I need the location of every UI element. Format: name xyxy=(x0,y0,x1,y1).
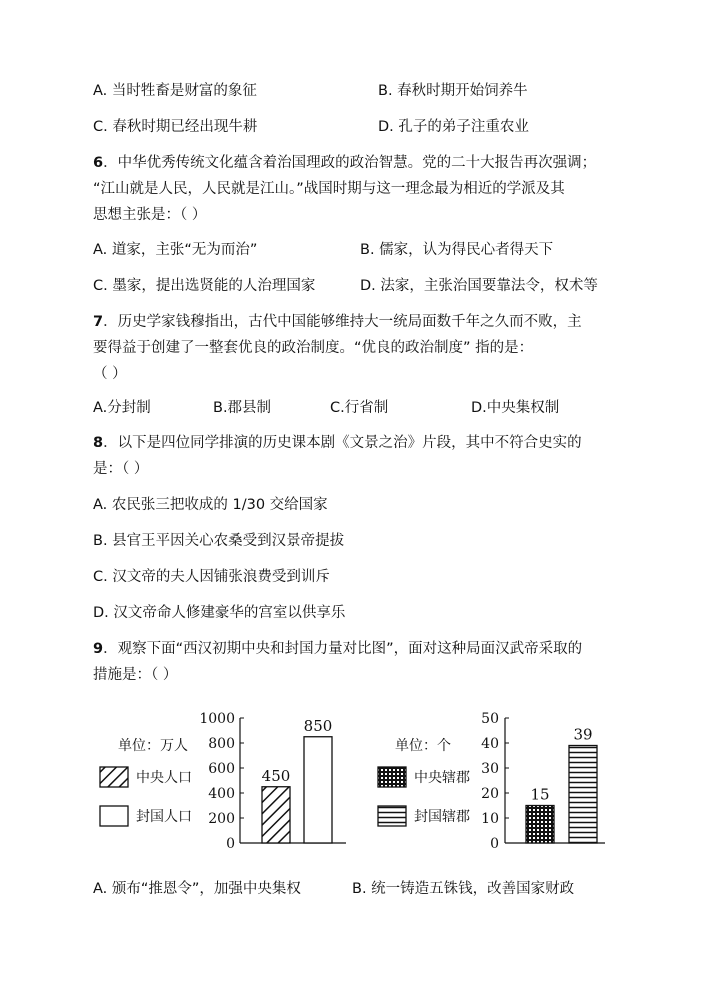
population-unit-label: 单位：万人 xyxy=(118,738,188,754)
q7-option-c: C.行省制 xyxy=(330,400,389,416)
q6-option-a: A. 道家，主张“无为而治” xyxy=(93,242,258,258)
q7-stem-line3: （ ） xyxy=(93,366,127,382)
population-legend-label-1: 封国人口 xyxy=(136,809,192,825)
q8-option-d: D. 汉文帝命人修建豪华的宫室以供享乐 xyxy=(93,605,346,621)
q5-option-c: C. 春秋时期已经出现牛耕 xyxy=(93,119,258,135)
q9-number: 9 xyxy=(93,641,104,657)
q7-option-a: A.分封制 xyxy=(93,400,151,416)
q9-option-b: B. 统一铸造五铢钱，改善国家财政 xyxy=(352,881,575,897)
q7-option-b: B.郡县制 xyxy=(213,400,272,416)
q8-option-b: B. 县官王平因关心农桑受到汉景帝提拔 xyxy=(93,533,345,549)
q7-option-d: D.中央集权制 xyxy=(471,400,560,416)
commandery-y-tick-label-0: 0 xyxy=(490,836,499,852)
q8-option-c: C. 汉文帝的夫人因铺张浪费受到训斥 xyxy=(93,569,330,585)
q7-stem-line2: 要得益于创建了一整套优良的政治制度。“优良的政治制度” 指的是： xyxy=(93,340,534,356)
q7-stem-text1: ．历史学家钱穆指出，古代中国能够维持大一统局面数千年之久而不败，主 xyxy=(103,314,582,330)
q5-option-a: A. 当时牲畜是财富的象征 xyxy=(93,83,257,99)
population-legend-swatch-1 xyxy=(100,806,128,826)
q5-option-d: D. 孔子的弟子注重农业 xyxy=(378,119,529,135)
population-y-tick-label-1: 200 xyxy=(208,811,235,827)
commandery-y-tick-label-1: 10 xyxy=(481,811,499,827)
commandery-y-tick-label-2: 20 xyxy=(481,786,499,802)
q8-number: 8 xyxy=(93,435,104,451)
population-y-tick-label-5: 1000 xyxy=(199,711,235,727)
q8-stem-line2: 是：（ ） xyxy=(93,461,149,477)
population-legend-label-0: 中央人口 xyxy=(136,770,192,786)
commandery-legend-label-0: 中央辖郡 xyxy=(414,770,470,786)
commandery-legend-swatch-0 xyxy=(378,767,406,787)
population-bar-value-0: 450 xyxy=(261,766,291,785)
population-bar-value-1: 850 xyxy=(303,716,333,735)
q7-number: 7 xyxy=(93,314,104,330)
commandery-bar-1 xyxy=(569,746,597,844)
q6-stem-text1: ．中华优秀传统文化蕴含着治国理政的政治智慧。党的二十大报告再次强调； xyxy=(103,155,597,171)
q6-option-b: B. 儒家，认为得民心者得天下 xyxy=(360,242,554,258)
population-y-tick-label-4: 800 xyxy=(208,736,235,752)
q9-stem-line2: 措施是：（ ） xyxy=(93,667,178,683)
population-y-tick-label-3: 600 xyxy=(208,761,235,777)
population-y-tick-label-2: 400 xyxy=(208,786,235,802)
commandery-legend-label-1: 封国辖郡 xyxy=(414,809,470,825)
commandery-y-tick-label-5: 50 xyxy=(481,711,499,727)
q8-option-a: A. 农民张三把收成的 1/30 交给国家 xyxy=(93,497,328,513)
commandery-bar-value-1: 39 xyxy=(573,725,593,744)
commandery-unit-label: 单位：个 xyxy=(395,738,451,754)
q6-stem-line2: “江山就是人民，人民就是江山。”战国时期与这一理念最为相近的学派及其 xyxy=(93,181,565,197)
commandery-bar-value-0: 15 xyxy=(530,785,550,804)
q6-stem-line3: 思想主张是：（ ） xyxy=(93,207,207,223)
commandery-y-tick-label-4: 40 xyxy=(481,736,499,752)
population-bar-0 xyxy=(262,787,290,843)
commandery-bar-0 xyxy=(526,806,554,844)
q8-stem-text1: ．以下是四位同学排演的历史课本剧《文景之治》片段，其中不符合史实的 xyxy=(103,435,582,451)
q6-option-c: C. 墨家，提出选贤能的人治理国家 xyxy=(93,278,316,294)
q6-number: 6 xyxy=(93,155,104,171)
commandery-legend-swatch-1 xyxy=(378,806,406,826)
q6-option-d: D. 法家，主张治国要靠法令，权术等 xyxy=(360,278,598,294)
q9-option-a: A. 颁布“推恩令”，加强中央集权 xyxy=(93,881,301,897)
q9-stem-text1: ．观察下面“西汉初期中央和封国力量对比图”，面对这种局面汉武帝采取的 xyxy=(103,641,583,657)
population-bar-1 xyxy=(304,737,332,843)
commandery-y-tick-label-3: 30 xyxy=(481,761,499,777)
population-y-tick-label-0: 0 xyxy=(226,836,235,852)
population-legend-swatch-0 xyxy=(100,767,128,787)
q5-option-b: B. 春秋时期开始饲养牛 xyxy=(378,83,528,99)
